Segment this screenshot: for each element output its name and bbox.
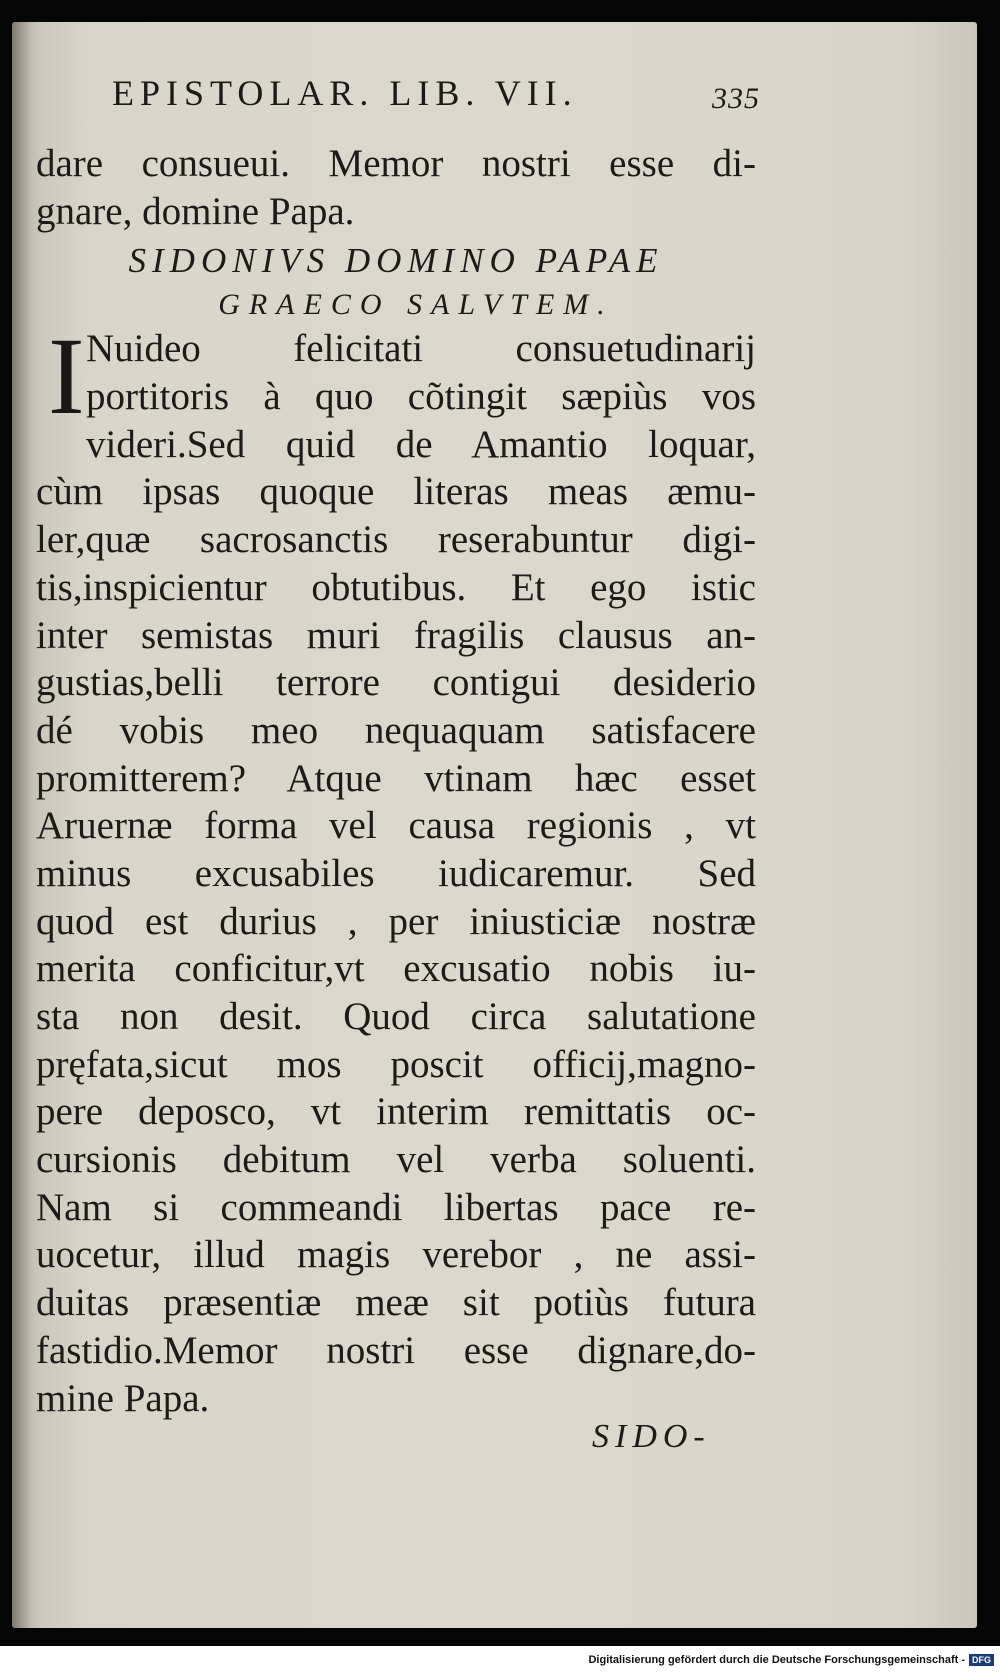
text-line: gnare, domine Papa. xyxy=(36,189,355,233)
footer-text: Digitalisierung gefördert durch die Deutsche Forschungsgemeinschaft - xyxy=(588,1654,965,1666)
text-line: fastidio.Memor nostri esse dignare,do- xyxy=(36,1328,756,1372)
text-line: minus excusabiles iudicaremur. Sed xyxy=(36,851,756,895)
text-line: mine Papa. xyxy=(36,1376,210,1420)
page-number: 335 xyxy=(712,82,760,115)
text-line: Nuideo felicitati consuetudinarij xyxy=(86,327,756,371)
text-line: portitoris à quo cõtingit sæpiùs vos xyxy=(86,375,756,419)
digitization-footer xyxy=(588,1654,994,1666)
book-page xyxy=(12,22,977,1628)
text-line: duitas præsentiæ meæ sit potiùs futura xyxy=(36,1281,756,1325)
text-line: ler,quæ sacrosanctis reserabuntur digi- xyxy=(36,518,756,562)
text-line: pręfata,sicut mos poscit officij,magno- xyxy=(36,1042,756,1086)
text-line: videri.Sed quid de Amantio loquar, xyxy=(86,422,756,466)
letter-heading-line-2: GRAECO SALVTEM. xyxy=(218,288,614,322)
drop-cap: I xyxy=(48,315,85,438)
text-line: Aruernæ forma vel causa regionis , vt xyxy=(36,804,756,848)
text-block xyxy=(36,140,756,1422)
letter-heading-line-1: SIDONIVS DOMINO PAPAE xyxy=(128,241,664,281)
text-line: dare consueui. Memor nostri esse di- xyxy=(36,142,756,185)
dfg-logo: DFG xyxy=(969,1654,994,1666)
catchword: SIDO- xyxy=(592,1418,711,1455)
text-line: gustias,belli terrore contigui desiderio xyxy=(36,661,756,705)
text-line: tis,inspicientur obtutibus. Et ego istic xyxy=(36,565,756,609)
text-line: dé vobis meo nequaquam satisfacere xyxy=(36,708,756,752)
text-line: sta non desit. Quod circa salutatione xyxy=(36,995,756,1038)
text-line: merita conficitur,vt excusatio nobis iu- xyxy=(36,947,756,991)
text-line: quod est durius , per iniusticiæ nostræ xyxy=(36,899,756,943)
text-line: inter semistas muri fragilis clausus an- xyxy=(36,613,756,657)
letter-opening xyxy=(36,315,756,438)
running-head xyxy=(112,72,762,114)
text-line: pere deposco, vt interim remittatis oc- xyxy=(36,1090,756,1134)
running-head-title: EPISTOLAR. LIB. VII. xyxy=(112,73,578,113)
text-line: Nam si commeandi libertas pace re- xyxy=(36,1185,756,1229)
text-line: cùm ipsas quoque literas meas æmu- xyxy=(36,470,756,514)
text-line: promitterem? Atque vtinam hæc esset xyxy=(36,756,756,800)
text-line: uocetur, illud magis verebor , ne assi- xyxy=(36,1233,756,1277)
page-gutter xyxy=(12,22,32,1628)
text-line: cursionis debitum vel verba soluenti. xyxy=(36,1138,756,1182)
